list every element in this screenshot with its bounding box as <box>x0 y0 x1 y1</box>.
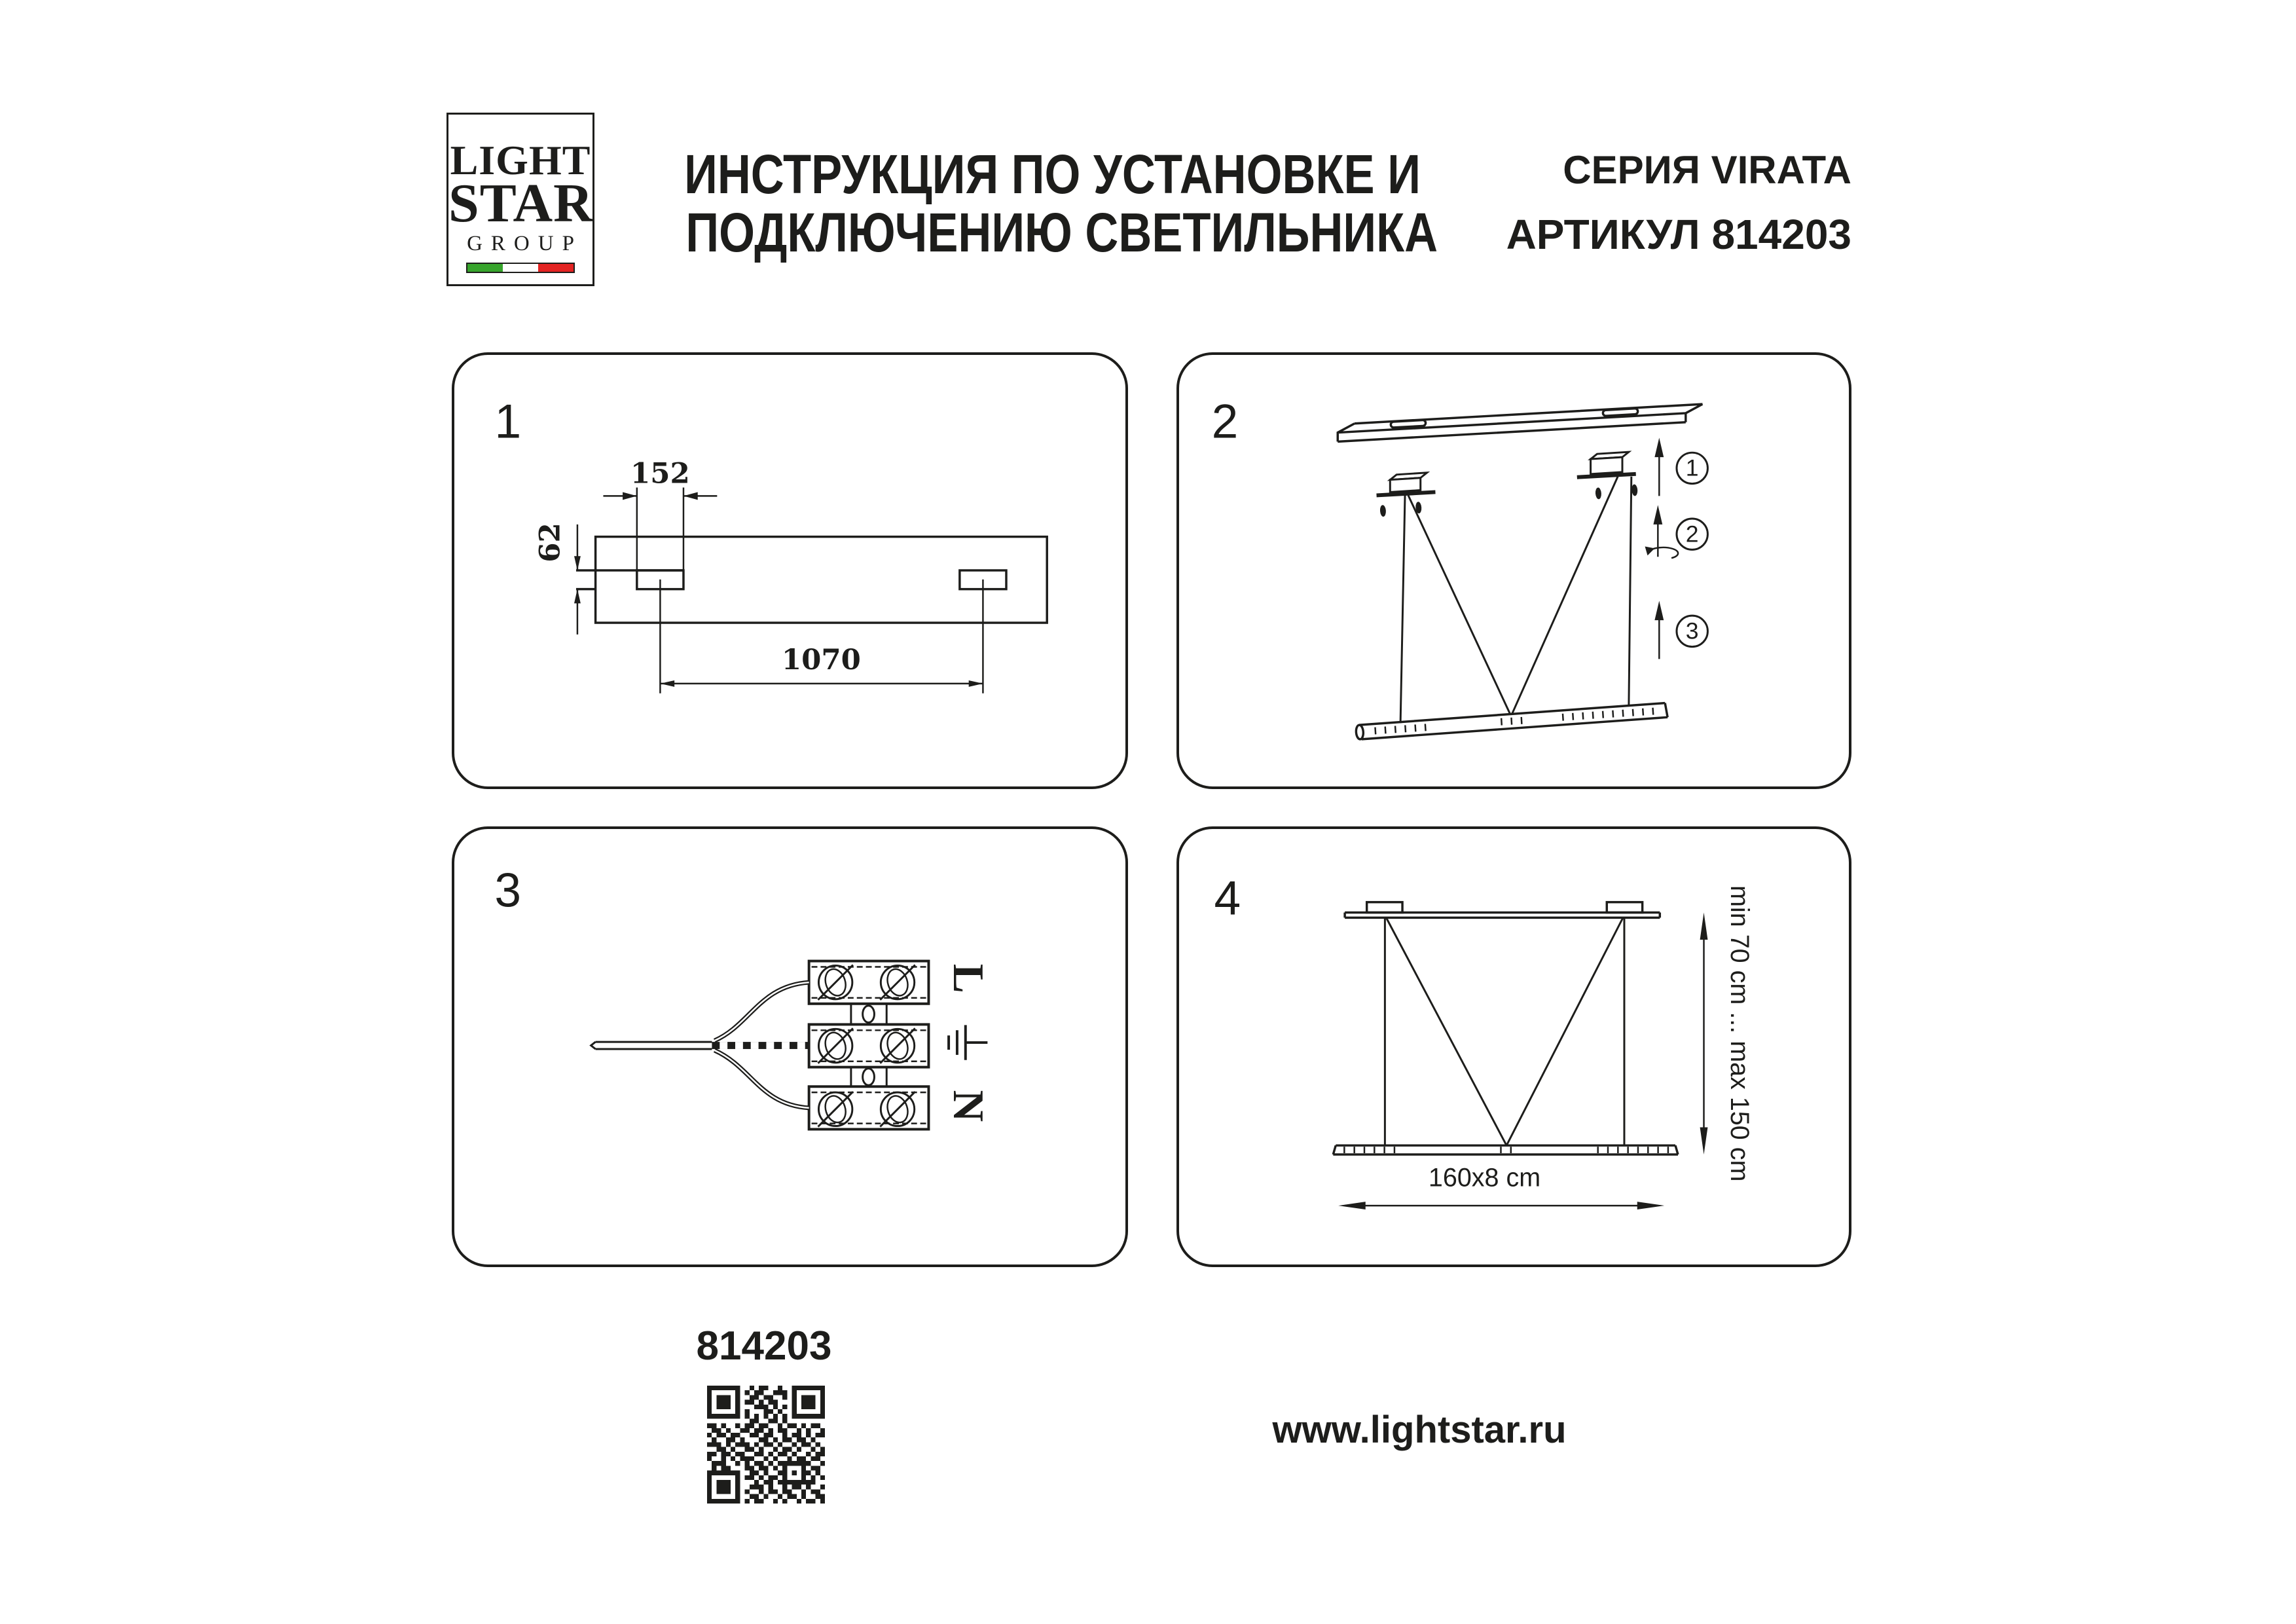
step-panel-1 <box>452 352 1128 789</box>
standoff-blocks <box>1390 452 1629 492</box>
step-number-3: 3 <box>1685 618 1699 644</box>
installed-lamp-drawing <box>1179 829 1849 1264</box>
flag-white <box>503 264 538 272</box>
logo-word-light: LIGHT <box>450 137 591 183</box>
width-dimension <box>1338 1202 1664 1209</box>
step-panel-4 <box>1176 826 1851 1267</box>
label-line-wire: L <box>943 963 993 993</box>
ceiling-bar <box>1345 902 1660 918</box>
logo-word-star: STAR <box>448 173 594 234</box>
ceiling-plate <box>1338 404 1702 441</box>
ground-icon <box>949 1025 987 1060</box>
terminal-screws <box>818 965 915 1127</box>
series-name: СЕРИЯ VIRATA <box>1563 148 1851 192</box>
lightstar-logo <box>446 113 594 286</box>
label-neutral-wire: N <box>943 1090 993 1122</box>
suspension-cables <box>1400 477 1631 723</box>
product-info <box>1506 148 1851 258</box>
mounting-plate-drawing <box>454 355 1125 786</box>
step-arrows <box>1649 456 1678 659</box>
flag-red <box>538 264 574 272</box>
article-number-footer: 814203 <box>696 1323 832 1369</box>
step-number-1: 1 <box>1685 454 1699 481</box>
logo-word-group: GROUP <box>467 231 583 255</box>
suspension-assembly-drawing <box>1179 355 1849 786</box>
dim-152: 152 <box>630 456 690 490</box>
step-panel-3 <box>452 826 1128 1267</box>
panel-number-4: 4 <box>1214 872 1241 925</box>
qr-code <box>707 1386 825 1504</box>
dim-1070: 1070 <box>781 643 861 677</box>
step-panel-2 <box>1176 352 1851 789</box>
title-line-1: ИНСТРУКЦИЯ ПО УСТАНОВКЕ И <box>684 143 1421 205</box>
title-line-2: ПОДКЛЮЧЕНИЮ СВЕТИЛЬНИКА <box>685 202 1438 264</box>
article-number-header: АРТИКУЛ 814203 <box>1506 211 1851 258</box>
height-dimension <box>1700 912 1708 1154</box>
flag-green <box>467 264 503 272</box>
italy-flag-icon <box>466 263 575 273</box>
wiring-drawing <box>454 829 1125 1264</box>
page-title <box>614 145 1465 262</box>
step-number-2: 2 <box>1685 521 1699 547</box>
panel-number-1: 1 <box>494 395 522 449</box>
mains-cable <box>591 982 809 1108</box>
dimension-arrowheads <box>574 492 983 686</box>
suspension-cables <box>1385 917 1624 1145</box>
panel-number-2: 2 <box>1211 395 1239 449</box>
panel-number-3: 3 <box>494 864 522 917</box>
website-url: www.lightstar.ru <box>1272 1409 1567 1451</box>
dim-suspension-height: min 70 cm ... max 150 cm <box>1725 885 1755 1182</box>
dimension-lines <box>577 488 983 693</box>
dim-62: 62 <box>533 523 567 563</box>
step-arrowheads <box>1645 437 1664 620</box>
plate-outline <box>576 537 1047 623</box>
dim-bar-size: 160x8 cm <box>1428 1163 1541 1192</box>
